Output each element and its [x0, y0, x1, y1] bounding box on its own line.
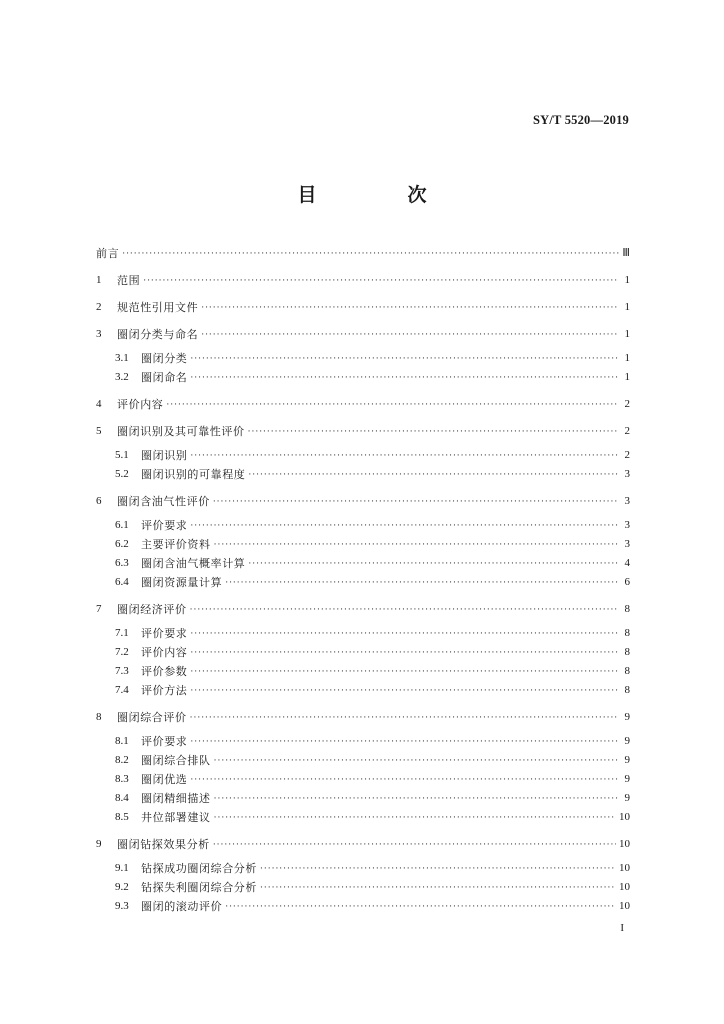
- toc-entry-page: 1: [624, 352, 630, 364]
- toc-entry-number: 7.4: [115, 684, 129, 696]
- toc-entry-title: 规范性引用文件: [117, 301, 199, 314]
- toc-entry-page: 8: [624, 684, 630, 696]
- toc-entry-page: 3: [624, 538, 630, 550]
- page-title: 目 次: [297, 184, 463, 206]
- toc-entry-title: 钻探成功圈闭综合分析: [141, 862, 257, 875]
- dot-leader: [190, 645, 619, 662]
- toc-entry-title: 圈闭综合评价: [117, 711, 187, 724]
- toc-entry-page: 1: [624, 371, 630, 383]
- toc-entry-page: 3: [624, 468, 630, 480]
- dot-leader: [225, 899, 616, 916]
- toc-entry-number: 7.3: [115, 665, 129, 677]
- toc-entry-title: 主要评价资料: [141, 538, 211, 551]
- toc-entry[interactable]: [96, 446, 630, 465]
- toc-entry-title: 圈闭经济评价: [117, 603, 187, 616]
- dot-leader: [248, 556, 619, 573]
- dot-leader: [214, 537, 619, 554]
- toc-entry-title: 评价要求: [141, 627, 188, 640]
- toc-entry[interactable]: [96, 808, 630, 827]
- dot-leader: [190, 370, 619, 387]
- toc-entry-page: 6: [624, 576, 630, 588]
- toc-entry-page: 1: [624, 274, 630, 286]
- toc-entry-page: 1: [624, 301, 630, 313]
- toc-entry[interactable]: [96, 897, 630, 916]
- toc-entry-number: 2: [96, 301, 102, 313]
- dot-leader: [166, 397, 619, 414]
- toc-entry-title: 圈闭含油气概率计算: [141, 557, 246, 570]
- dot-leader: [190, 351, 619, 368]
- toc-entry-number: 7.2: [115, 646, 129, 658]
- toc-entry-number: 6.1: [115, 519, 129, 531]
- page-number: I: [620, 922, 624, 934]
- toc-entry-title: 圈闭的滚动评价: [141, 900, 223, 913]
- toc-entry[interactable]: [96, 770, 630, 789]
- toc-entry[interactable]: [96, 643, 630, 662]
- dot-leader: [248, 467, 619, 484]
- dot-leader: [190, 683, 619, 700]
- dot-leader: [248, 424, 619, 441]
- toc-entry-page: 2: [624, 425, 630, 437]
- dot-leader: [190, 710, 619, 727]
- toc-entry-title: 圈闭资源量计算: [141, 576, 223, 589]
- dot-leader: [190, 734, 619, 751]
- dot-leader: [190, 626, 619, 643]
- toc-entry-title: 评价内容: [141, 646, 188, 659]
- toc-entry-title: 圈闭命名: [141, 371, 188, 384]
- dot-leader: [214, 753, 619, 770]
- toc-entry-number: 8.2: [115, 754, 129, 766]
- toc-entry-page: 4: [624, 557, 630, 569]
- toc-entry[interactable]: [96, 835, 630, 854]
- toc-entry[interactable]: [96, 244, 630, 263]
- toc-entry-number: 6: [96, 495, 102, 507]
- toc-entry-title: 圈闭分类与命名: [117, 328, 199, 341]
- dot-leader: [201, 327, 619, 344]
- dot-leader: [190, 448, 619, 465]
- toc-entry-page: 10: [619, 900, 630, 912]
- toc-entry-page: 10: [619, 881, 630, 893]
- toc-entry-title: 圈闭钻探效果分析: [117, 838, 210, 851]
- toc-entry-number: 3.1: [115, 352, 129, 364]
- toc-entry-number: 9.3: [115, 900, 129, 912]
- toc-entry-number: 7.1: [115, 627, 129, 639]
- toc-entry-page: 9: [624, 735, 630, 747]
- toc-entry-title: 前言: [96, 247, 120, 260]
- toc-entry-page: 9: [624, 754, 630, 766]
- toc-entry-page: 8: [624, 627, 630, 639]
- toc-entry-page: 9: [624, 792, 630, 804]
- toc-entry-number: 8.1: [115, 735, 129, 747]
- toc-entry-page: 9: [624, 711, 630, 723]
- toc-entry-number: 8.4: [115, 792, 129, 804]
- toc-entry-number: 3.2: [115, 371, 129, 383]
- toc-entry-title: 评价参数: [141, 665, 188, 678]
- toc-entry[interactable]: [96, 751, 630, 770]
- toc-entry-title: 评价方法: [141, 684, 188, 697]
- toc-entry-number: 8.5: [115, 811, 129, 823]
- dot-leader: [260, 880, 616, 897]
- dot-leader: [213, 494, 619, 511]
- toc-entry-title: 圈闭识别的可靠程度: [141, 468, 246, 481]
- toc-entry-page: 3: [624, 495, 630, 507]
- toc-entry[interactable]: [96, 600, 630, 619]
- toc-entry-page: Ⅲ: [622, 247, 630, 259]
- toc-entry[interactable]: [96, 878, 630, 897]
- toc-entry-page: 10: [619, 838, 630, 850]
- toc-entry-title: 井位部署建议: [141, 811, 211, 824]
- toc-entry-title: 圈闭含油气性评价: [117, 495, 210, 508]
- toc-entry-number: 1: [96, 274, 102, 286]
- dot-leader: [190, 602, 619, 619]
- toc-entry[interactable]: [96, 708, 630, 727]
- toc-entry[interactable]: [96, 492, 630, 511]
- toc-entry[interactable]: [96, 859, 630, 878]
- dot-leader: [214, 810, 616, 827]
- toc-entry-page: 10: [619, 862, 630, 874]
- standard-number: SY/T 5520—2019: [533, 113, 629, 127]
- toc-entry-title: 圈闭综合排队: [141, 754, 211, 767]
- toc-entry-page: 8: [624, 665, 630, 677]
- toc-entry-page: 1: [624, 328, 630, 340]
- toc-entry-number: 7: [96, 603, 102, 615]
- toc-entry[interactable]: [96, 516, 630, 535]
- dot-leader: [260, 861, 616, 878]
- toc-entry-title: 评价要求: [141, 735, 188, 748]
- toc-entry-number: 6.2: [115, 538, 129, 550]
- toc-entry[interactable]: [96, 624, 630, 643]
- toc-entry[interactable]: [96, 681, 630, 700]
- toc-entry-page: 8: [624, 603, 630, 615]
- dot-leader: [190, 772, 619, 789]
- toc-entry-page: 10: [619, 811, 630, 823]
- toc-entry[interactable]: [96, 535, 630, 554]
- toc-entry-title: 钻探失利圈闭综合分析: [141, 881, 257, 894]
- toc-entry-title: 评价要求: [141, 519, 188, 532]
- dot-leader: [190, 518, 619, 535]
- toc-entry-number: 9.1: [115, 862, 129, 874]
- toc-entry[interactable]: [96, 554, 630, 573]
- table-of-contents: [96, 244, 630, 916]
- toc-entry[interactable]: [96, 395, 630, 414]
- toc-entry-number: 6.3: [115, 557, 129, 569]
- toc-entry-number: 8.3: [115, 773, 129, 785]
- dot-leader: [190, 664, 619, 681]
- toc-entry-number: 5.2: [115, 468, 129, 480]
- dot-leader: [225, 575, 619, 592]
- toc-entry-page: 2: [624, 398, 630, 410]
- toc-entry[interactable]: [96, 573, 630, 592]
- toc-entry[interactable]: [96, 368, 630, 387]
- toc-entry[interactable]: [96, 732, 630, 751]
- toc-entry-title: 评价内容: [117, 398, 164, 411]
- toc-entry-title: 圈闭分类: [141, 352, 188, 365]
- toc-entry-number: 8: [96, 711, 102, 723]
- dot-leader: [214, 791, 619, 808]
- toc-entry[interactable]: [96, 298, 630, 317]
- toc-entry[interactable]: [96, 271, 630, 290]
- toc-entry-number: 9.2: [115, 881, 129, 893]
- toc-entry[interactable]: [96, 349, 630, 368]
- toc-entry-page: 3: [624, 519, 630, 531]
- toc-entry-title: 圈闭识别及其可靠性评价: [117, 425, 245, 438]
- dot-leader: [122, 246, 619, 263]
- toc-entry[interactable]: [96, 662, 630, 681]
- dot-leader: [213, 837, 616, 854]
- toc-entry-page: 9: [624, 773, 630, 785]
- dot-leader: [201, 300, 619, 317]
- toc-entry-number: 9: [96, 838, 102, 850]
- toc-entry-title: 圈闭精细描述: [141, 792, 211, 805]
- toc-entry[interactable]: [96, 422, 630, 441]
- toc-entry-number: 6.4: [115, 576, 129, 588]
- toc-entry-page: 2: [624, 449, 630, 461]
- toc-entry-title: 圈闭优选: [141, 773, 188, 786]
- toc-entry-title: 范围: [117, 274, 141, 287]
- toc-entry-page: 8: [624, 646, 630, 658]
- toc-entry[interactable]: [96, 465, 630, 484]
- toc-entry[interactable]: [96, 789, 630, 808]
- toc-entry-title: 圈闭识别: [141, 449, 188, 462]
- toc-entry-number: 5: [96, 425, 102, 437]
- dot-leader: [143, 273, 619, 290]
- toc-entry-number: 5.1: [115, 449, 129, 461]
- toc-entry-number: 3: [96, 328, 102, 340]
- toc-entry-number: 4: [96, 398, 102, 410]
- toc-entry[interactable]: [96, 325, 630, 344]
